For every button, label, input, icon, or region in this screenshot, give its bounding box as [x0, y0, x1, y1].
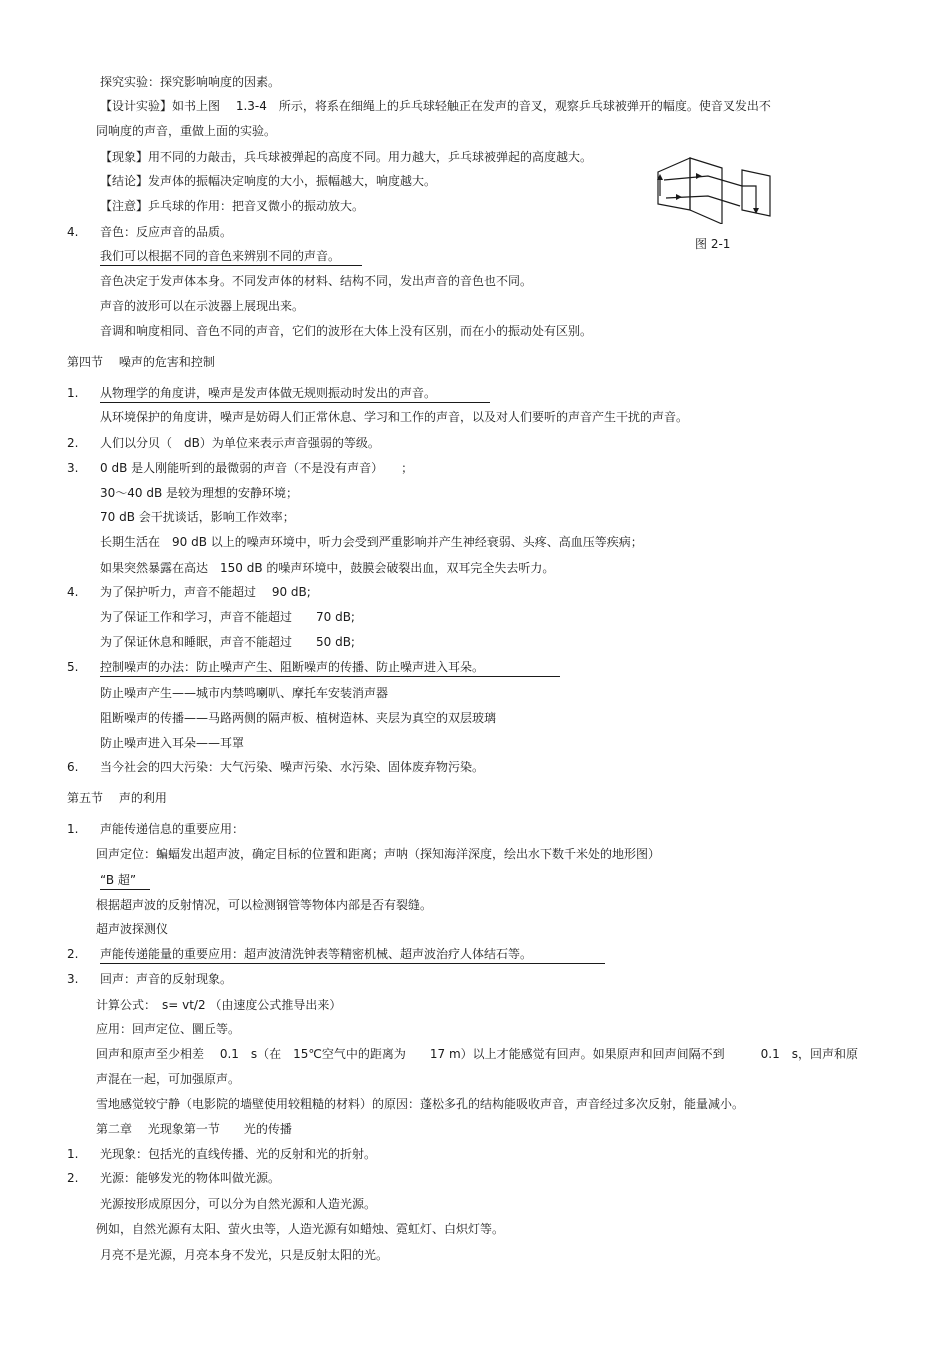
text-line: 应用：回声定位、圜丘等。 — [96, 1022, 241, 1036]
text-line: 回声和原声至少相差 0.1 s（在 15℃空气中的距离为 17 m）以上才能感觉有回声。如果原声和回声间隔不到 0.1 s，回声和原 — [96, 1047, 859, 1061]
item-number: 3. — [67, 461, 79, 475]
text-line: 回声定位：蝙蝠发出超声波，确定目标的位置和距离；声呐（探知海洋深度，绘出水下数千米处的地形图） — [96, 847, 661, 861]
text-line: 声音的波形可以在示波器上展现出来。 — [100, 299, 305, 313]
item-number: 4. — [67, 585, 79, 599]
text-line: 如果突然暴露在高达 150 dB 的噪声环境中，鼓膜会破裂出血，双耳完全失去听力。 — [100, 561, 555, 575]
text-line: 为了保护听力，声音不能超过 90 dB; — [100, 585, 311, 599]
text-line: 【注意】乒乓球的作用：把音叉微小的振动放大。 — [100, 199, 365, 213]
text-line: 长期生活在 90 dB 以上的噪声环境中，听力会受到严重影响并产生神经衰弱、头疼、高血压等疾病； — [100, 535, 643, 549]
text-line: 计算公式： s= vt/2 （由速度公式推导出来） — [96, 998, 342, 1012]
text-line: 月亮不是光源，月亮本身不发光，只是反射太阳的光。 — [100, 1248, 389, 1262]
item-number: 1. — [67, 1147, 79, 1161]
text-line: 雪地感觉较宁静（电影院的墙壁使用较粗糙的材料）的原因：蓬松多孔的结构能吸收声音，声音经过多次反射，能量减小。 — [96, 1097, 745, 1111]
section-heading: 第四节 噪声的危害和控制 — [67, 355, 215, 369]
item-number: 2. — [67, 947, 79, 961]
item-number: 2. — [67, 1171, 79, 1185]
text-line: 阻断噪声的传播——马路两侧的隔声板、植树造林、夹层为真空的双层玻璃 — [100, 711, 497, 725]
text-line: 【设计实验】如书上图 1.3-4 所示，将系在细绳上的乒乓球轻触正在发声的音叉，观察乒乓球被弹开的幅度。使音叉发出不 — [100, 99, 771, 113]
text-line: 光源按形成原因分，可以分为自然光源和人造光源。 — [100, 1197, 377, 1211]
figure-tuning-fork-frames — [652, 152, 772, 224]
text-line: 0 dB 是人刚能听到的最微弱的声音（不是没有声音） ； — [100, 461, 414, 475]
text-line: 超声波探测仪 — [96, 922, 169, 936]
underlined-text-line: 从物理学的角度讲，噪声是发声体做无规则振动时发出的声音。 — [100, 385, 490, 403]
text-line: 音色决定于发声体本身。不同发声体的材料、结构不同，发出声音的音色也不同。 — [100, 274, 533, 288]
text-line: 探究实验：探究影响响度的因素。 — [100, 75, 281, 89]
underlined-text-line: 控制噪声的办法：防止噪声产生、阻断噪声的传播、防止噪声进入耳朵。 — [100, 659, 560, 677]
text-line: 同响度的声音，重做上面的实验。 — [96, 124, 277, 138]
text-line: 声能传递信息的重要应用： — [100, 822, 245, 836]
underlined-text-line: 我们可以根据不同的音色来辨别不同的声音。 — [100, 248, 362, 266]
item-number: 4. — [67, 225, 79, 239]
underlined-text-line: “B 超” — [100, 872, 150, 890]
text-line: 声混在一起，可加强原声。 — [96, 1072, 241, 1086]
text-line: 防止噪声产生——城市内禁鸣喇叭、摩托车安装消声器 — [100, 686, 389, 700]
text-line: 根据超声波的反射情况，可以检测钢管等物体内部是否有裂缝。 — [96, 898, 433, 912]
text-line: 例如，自然光源有太阳、萤火虫等，人造光源有如蜡烛、霓虹灯、白炽灯等。 — [96, 1222, 505, 1236]
text-line: 防止噪声进入耳朵——耳罩 — [100, 736, 245, 750]
text-line: 音色：反应声音的品质。 — [100, 225, 233, 239]
text-line: 光源：能够发光的物体叫做光源。 — [100, 1171, 281, 1185]
figure-caption: 图 2-1 — [695, 237, 731, 251]
item-number: 1. — [67, 822, 79, 836]
underlined-text-line: 声能传递能量的重要应用：超声波清洗钟表等精密机械、超声波治疗人体结石等。 — [100, 946, 605, 964]
text-line: 回声：声音的反射现象。 — [100, 972, 233, 986]
text-line: 当今社会的四大污染：大气污染、噪声污染、水污染、固体废弃物污染。 — [100, 760, 485, 774]
section-heading: 第五节 声的利用 — [67, 791, 167, 805]
text-line: 为了保证工作和学习，声音不能超过 70 dB; — [100, 610, 355, 624]
text-line: 光现象：包括光的直线传播、光的反射和光的折射。 — [100, 1147, 377, 1161]
text-line: 从环境保护的角度讲，噪声是妨碍人们正常休息、学习和工作的声音，以及对人们要听的声音产生干扰的声音。 — [100, 410, 689, 424]
item-number: 5. — [67, 660, 79, 674]
text-line: 【结论】发声体的振幅决定响度的大小，振幅越大，响度越大。 — [100, 174, 437, 188]
text-line: 音调和响度相同、音色不同的声音，它们的波形在大体上没有区别，而在小的振动处有区别。 — [100, 324, 593, 338]
text-line: 30～40 dB 是较为理想的安静环境； — [100, 486, 299, 500]
item-number: 6. — [67, 760, 79, 774]
text-line: 为了保证休息和睡眠，声音不能超过 50 dB; — [100, 635, 355, 649]
item-number: 3. — [67, 972, 79, 986]
text-line: 人们以分贝（ dB）为单位来表示声音强弱的等级。 — [100, 436, 380, 450]
item-number: 1. — [67, 386, 79, 400]
chapter-heading: 第二章 光现象第一节 光的传播 — [96, 1122, 292, 1136]
text-line: 【现象】用不同的力敲击，兵乓球被弹起的高度不同。用力越大，乒乓球被弹起的高度越大。 — [100, 150, 593, 164]
item-number: 2. — [67, 436, 79, 450]
text-line: 70 dB 会干扰谈话，影响工作效率； — [100, 510, 295, 524]
